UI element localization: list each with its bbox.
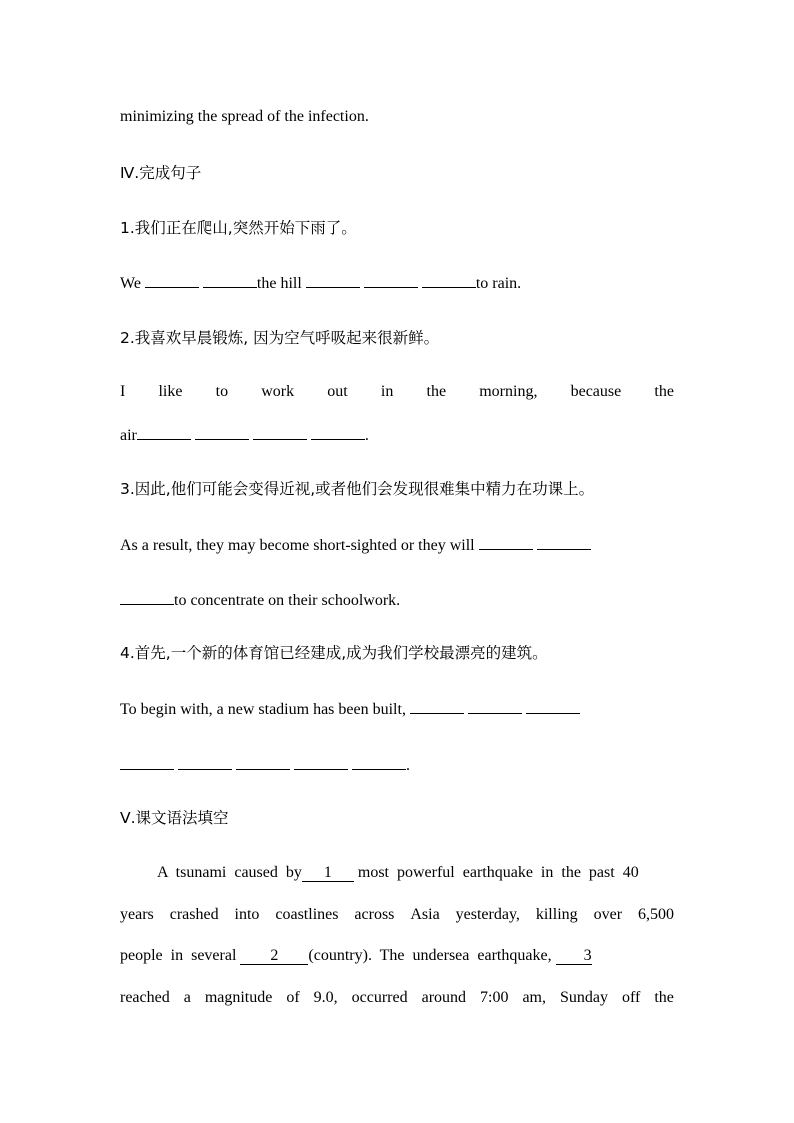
q4-chinese <box>120 643 674 663</box>
q2-english-line2 <box>120 424 674 446</box>
passage-word: a <box>183 989 191 1006</box>
passage-word: reached <box>120 989 170 1006</box>
answer-blank[interactable] <box>479 534 533 550</box>
q2-word: because <box>570 383 622 400</box>
passage-word: of <box>286 989 300 1006</box>
q2-word: I <box>120 383 126 400</box>
q3-english-line1 <box>120 534 674 556</box>
passage-word: killing <box>535 906 578 923</box>
q4-english-line1 <box>120 698 674 720</box>
q3-english-line2 <box>120 589 674 611</box>
q1-chinese <box>120 218 674 238</box>
q1-text-mid: the hill <box>256 275 302 292</box>
passage-word: Sunday <box>559 989 608 1006</box>
q2-word: to <box>215 383 229 400</box>
passage-word: 9.0, <box>313 989 338 1006</box>
answer-blank[interactable] <box>537 534 591 550</box>
answer-blank[interactable] <box>468 698 522 714</box>
q1-chinese-text: 1.我们正在爬山,突然开始下雨了。 <box>120 219 357 237</box>
q2-text-end: . <box>364 427 369 444</box>
numbered-blank-1[interactable] <box>302 865 354 882</box>
answer-blank[interactable] <box>311 424 365 440</box>
passage-text: A tsunami caused by <box>157 864 302 881</box>
answer-blank[interactable] <box>422 272 476 288</box>
answer-blank[interactable] <box>526 698 580 714</box>
q2-word: like <box>158 383 183 400</box>
passage-word: yesterday, <box>455 906 520 923</box>
passage-line-3 <box>120 946 674 966</box>
passage-word: over <box>593 906 623 923</box>
q3-chinese-text: 3.因此,他们可能会变得近视,或者他们会发现很难集中精力在功课上。 <box>120 480 595 498</box>
blank-number: 2 <box>270 947 279 964</box>
q4-chinese-text: 4.首先,一个新的体育馆已经建成,成为我们学校最漂亮的建筑。 <box>120 644 548 662</box>
passage-line-1 <box>157 863 674 883</box>
q2-chinese <box>120 328 674 348</box>
numbered-blank-2[interactable] <box>240 948 308 965</box>
section-4-title <box>120 163 674 183</box>
passage-line-2 <box>120 905 674 925</box>
answer-blank[interactable] <box>203 272 257 288</box>
passage-text: people in several <box>120 947 237 964</box>
q4-english-line2 <box>120 754 674 776</box>
q2-word: work <box>261 383 295 400</box>
q2-word: morning, <box>479 383 538 400</box>
q4-text-end: . <box>406 757 410 774</box>
q2-text-start: air <box>120 427 137 444</box>
q2-word: the <box>654 383 674 400</box>
passage-word: am, <box>522 989 546 1006</box>
q1-text-start: We <box>120 275 141 292</box>
answer-blank[interactable] <box>364 272 418 288</box>
q3-chinese <box>120 479 674 499</box>
q2-word: the <box>426 383 447 400</box>
numbered-blank-3[interactable] <box>556 948 592 965</box>
passage-line-4 <box>120 988 674 1008</box>
top-text: minimizing the spread of the infection. <box>120 108 369 125</box>
section-5-title-text: Ⅴ.课文语法填空 <box>120 809 229 827</box>
answer-blank[interactable] <box>120 589 174 605</box>
passage-word: Asia <box>410 906 440 923</box>
answer-blank[interactable] <box>253 424 307 440</box>
passage-word: the <box>654 989 674 1006</box>
q1-text-end: to rain. <box>475 275 522 292</box>
passage-word: magnitude <box>204 989 273 1006</box>
answer-blank[interactable] <box>306 272 360 288</box>
q3-text-end: to concentrate on their schoolwork. <box>174 592 401 609</box>
answer-blank[interactable] <box>195 424 249 440</box>
passage-text: most powerful earthquake in the past 40 <box>357 864 639 881</box>
section-5-title <box>120 808 674 828</box>
section-4-title-text: Ⅳ.完成句子 <box>120 164 202 182</box>
answer-blank[interactable] <box>120 754 174 770</box>
passage-word: crashed <box>169 906 219 923</box>
answer-blank[interactable] <box>294 754 348 770</box>
answer-blank[interactable] <box>352 754 406 770</box>
answer-blank[interactable] <box>137 424 191 440</box>
passage-continuation-line <box>120 107 674 127</box>
q2-word: in <box>380 383 394 400</box>
q2-english-line1 <box>120 382 674 402</box>
passage-word: 6,500 <box>637 906 674 923</box>
q2-chinese-text: 2.我喜欢早晨锻炼, 因为空气呼吸起来很新鲜。 <box>120 329 440 347</box>
passage-word: into <box>234 906 260 923</box>
passage-word: off <box>621 989 641 1006</box>
passage-word: occurred <box>351 989 408 1006</box>
passage-word: around <box>421 989 467 1006</box>
q3-text: As a result, they may become short-sighted or they will <box>120 537 475 554</box>
answer-blank[interactable] <box>145 272 199 288</box>
blank-number: 1 <box>323 864 332 881</box>
passage-word: years <box>120 906 154 923</box>
q4-text: To begin with, a new stadium has been built, <box>120 701 406 718</box>
passage-word: across <box>354 906 395 923</box>
answer-blank[interactable] <box>410 698 464 714</box>
passage-text: (country). The undersea earthquake, <box>308 947 552 964</box>
answer-blank[interactable] <box>178 754 232 770</box>
passage-word: coastlines <box>275 906 339 923</box>
q1-english <box>120 272 674 294</box>
passage-word: 7:00 <box>480 989 509 1006</box>
answer-blank[interactable] <box>236 754 290 770</box>
blank-number: 3 <box>583 947 592 964</box>
q2-word: out <box>327 383 348 400</box>
